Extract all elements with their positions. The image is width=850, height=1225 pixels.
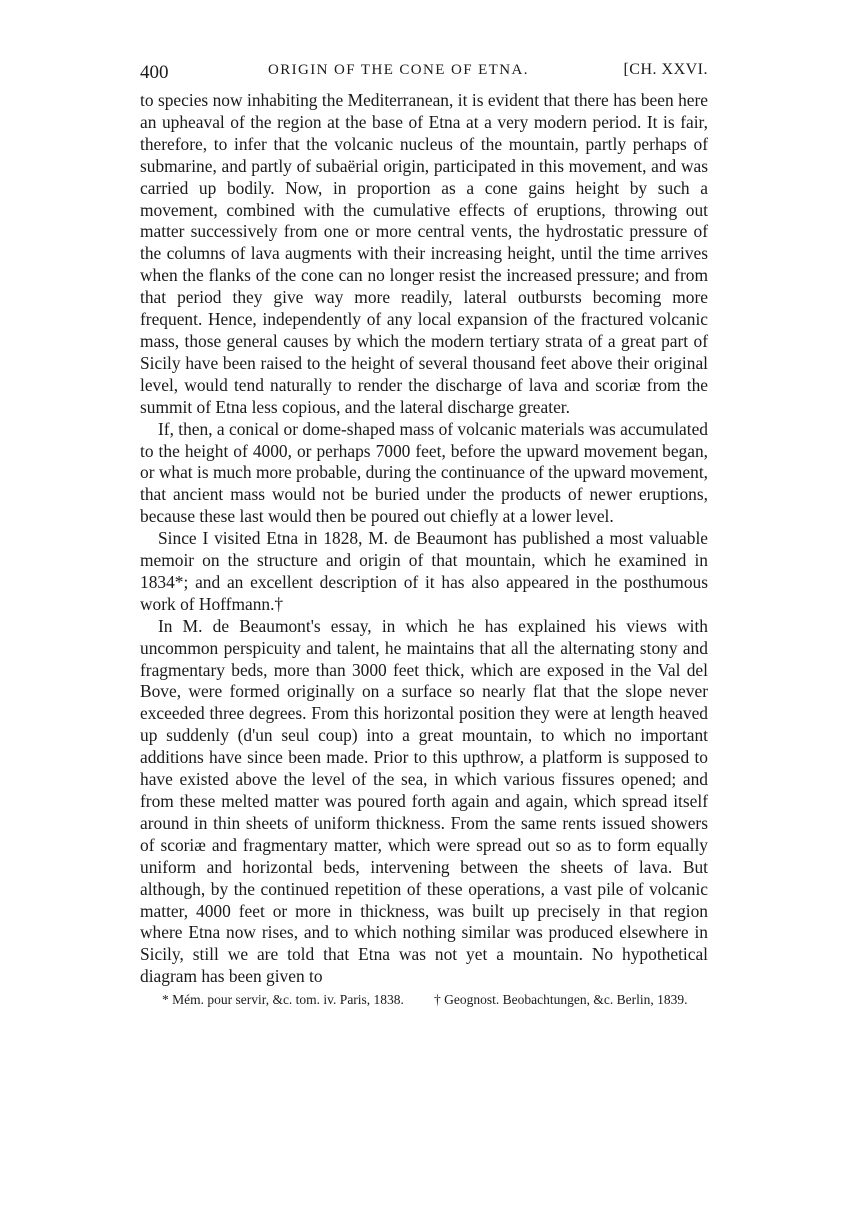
paragraph-continued: to species now inhabiting the Mediterranean, it is evident that there has been here an upheaval of the region at the base of Etna at a very modern period. It is fair, therefore, to infer that the volcanic nucleus of the mountain, partly perhaps of submarine, and partly of subaërial origin, participated in this movement, and was carried up bodily. Now, in proportion as a cone gains height by such a movement, combined with the cumulative effects of eruptions, throwing out matter successively from one or more central vents, the hydrostatic pressure of the columns of lava augments with their increasing height, until the time arrives when the flanks of the cone can no longer resist the increased pressure; and from that period they give way more readily, lateral outbursts becoming more frequent. Hence, independently of any local expansion of the fractured volcanic mass, those general causes by which the modern tertiary strata of a great part of Sicily have been raised to the height of several thousand feet above their original level, would tend naturally to render the discharge of lava and scoriæ from the summit of Etna less copious, and the lateral discharge greater. xyxy=(140,90,708,417)
running-head xyxy=(140,58,708,88)
chapter-reference: [CH. XXVI. xyxy=(623,61,708,78)
body-text xyxy=(140,90,708,988)
running-title: ORIGIN OF THE CONE OF ETNA. xyxy=(268,62,529,78)
page-number: 400 xyxy=(140,62,169,83)
paragraph-beaumont-memoir: Since I visited Etna in 1828, M. de Beaumont has published a most valuable memoir on the structure and origin of that mountain, which he examined in 1834*; and an excellent description of it has also appeared in the posthumous work of Hoffmann.† xyxy=(140,528,708,614)
paragraph-conical-mass: If, then, a conical or dome-shaped mass of volcanic materials was accumulated to the height of 4000, or perhaps 7000 feet, before the upward movement began, or what is much more probable, during the continuance of the upward movement, that ancient mass would not be buried under the products of newer eruptions, because these last would then be poured out chiefly at a lower level. xyxy=(140,418,709,527)
book-page xyxy=(140,58,708,1007)
footnote-memoires: * Mém. pour servir, &c. tom. iv. Paris, 1838. xyxy=(162,992,404,1008)
paragraph-beaumont-essay: In M. de Beaumont's essay, in which he has explained his views with uncommon perspicuity and talent, he maintains that all the alternating stony and fragmentary beds, more than 3000 feet thick, which are exposed in the Val del Bove, were formed originally on a surface so nearly flat that the slope never exceeded three degrees. From this horizontal position they were at length heaved up suddenly (d'un seul coup) into a great mountain, to which no important additions have since been made. Prior to this upthrow, a platform is supposed to have existed above the level of the sea, in which various fissures opened; and from these melted matter was poured forth again and again, which spread itself around in thin sheets of uniform thickness. From the same rents issued showers of scoriæ and fragmentary matter, which were spread out so as to form equally uniform and horizontal beds, intervening between the sheets of lava. But although, by the continued repetition of these operations, a vast pile of volcanic matter, 4000 feet or more in thickness, was built up precisely in that region where Etna now rises, and to which nothing similar was produced elsewhere in Sicily, still we are told that Etna was not yet a mountain. No hypothetical diagram has been given to xyxy=(140,615,708,987)
footnote-geognost: † Geognost. Beobachtungen, &c. Berlin, 1839. xyxy=(434,992,688,1008)
footnotes xyxy=(140,992,708,1007)
